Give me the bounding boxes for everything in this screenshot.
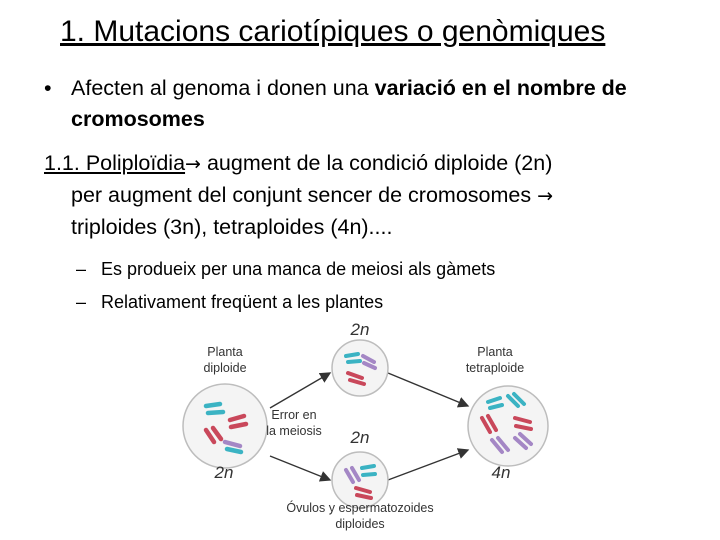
label-right-4n: 4n [491,463,511,482]
label-planta-diploide-line2: diploide [203,361,247,375]
label-planta-diploide-line1: Planta [207,345,243,359]
subpoint-item [76,289,383,315]
arrow-left-to-top [270,373,330,408]
point-1-1-text-c: triploides (3n), tetraploides (4n).... [71,215,393,239]
subpoint-item [76,256,495,282]
slide-title: 1. Mutacions cariotípiques o genòmiques [60,15,606,48]
polyploidy-diagram [170,318,550,540]
bullet-marker: • [44,76,52,100]
label-planta-tetraploide-line1: Planta [477,345,513,359]
bullet-text-bold: variació en el nombre de cromosomes [71,76,627,131]
tetraploid-cell-right [468,386,548,466]
point-1-1-line-2 [44,180,694,212]
arrow-left-to-bottom [270,456,330,480]
label-ovuls-line1: Óvulos y espermatozoides [286,501,434,515]
label-left-2n: 2n [214,463,234,482]
label-error-line1: Error en [271,408,317,422]
label-mid-2n: 2n [350,428,370,447]
arrow-top-to-right [388,373,468,406]
subpoint-text: Relativament freqüent a les plantes [101,292,384,312]
diploid-gamete-cell-bottom [332,452,388,508]
bullet-text [71,73,691,135]
bullet-text-plain: Afecten al genoma i donen una [71,76,375,100]
subpoint-text: Es produeix per una manca de meiosi als gàmets [101,259,496,279]
point-1-1-heading: 1.1. Poliploïdia [44,151,186,175]
diploid-gamete-cell-top [332,340,388,396]
dash-marker: – [76,259,87,279]
arrow-right-icon: → [537,185,554,207]
diploid-cell-left [183,384,267,468]
label-ovuls-line2: diploides [335,517,385,531]
label-planta-tetraploide-line2: tetraploide [465,361,525,375]
label-top-2n: 2n [350,320,370,339]
arrow-bottom-to-right [388,450,468,480]
arrow-right-icon: → [185,153,201,175]
point-1-1-text-a: augment de la condició diploide (2n) [200,151,553,175]
point-1-1-text-b: per augment del conjunt sencer de cromosomes [71,183,538,207]
dash-marker: – [76,292,87,312]
label-error-line2: la meiosis [266,424,322,438]
point-1-1 [44,148,694,243]
